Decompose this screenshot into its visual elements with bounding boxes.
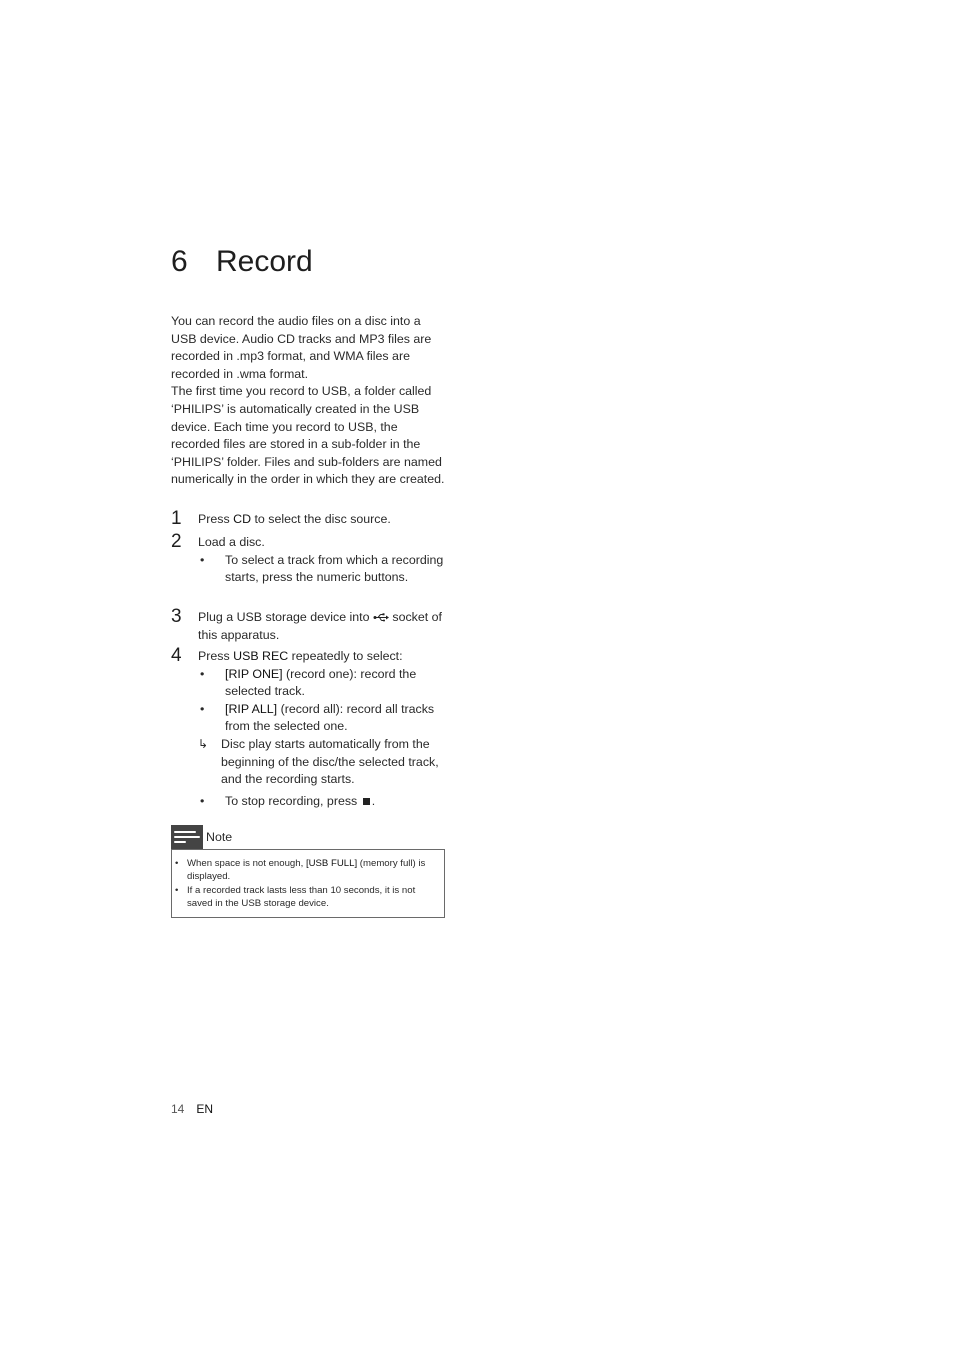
step-3 [171,606,447,644]
usb-icon [373,613,389,622]
note-label: Note [206,830,233,844]
list-item [198,666,447,701]
chapter-title: Record [216,245,313,278]
step-4 [171,645,447,810]
list-item [198,701,447,736]
stop-icon [363,798,370,805]
step-number: 4 [171,645,182,666]
intro-text [171,313,447,489]
note-box [171,849,445,918]
page-footer [171,1101,213,1117]
bullet: • [200,552,205,567]
step-number: 1 [171,508,182,529]
note-item [172,884,444,911]
bullet-text: To select a track from which a recording starts, press the numeric buttons. [225,552,444,585]
bullet: • [200,666,205,681]
list-item [198,793,447,811]
result-arrow-icon: ↳ [198,736,209,751]
step-text: to select the disc source. [251,512,391,526]
option-rip-one: [RIP ONE] [225,666,283,681]
chapter-heading [171,240,313,284]
note-item [172,857,444,884]
step-text: Press [198,649,234,663]
step-2 [171,531,447,587]
option-desc: (record all): record all tracks from the selected one. [225,701,435,734]
bullet: • [175,858,179,869]
step-text: Load a disc. [198,535,265,549]
step-text: repeatedly to select: [288,649,403,663]
chapter-number: 6 [171,245,188,278]
bullet: • [175,884,179,896]
key-usb-full: [USB FULL] [305,858,358,869]
note-text: When space is not enough, [187,858,306,869]
option-rip-all: [RIP ALL] [225,701,278,716]
language-code: EN [196,1102,214,1116]
bullet: • [200,701,205,716]
page-number: 14 [171,1102,185,1116]
stop-text: To stop recording, press [225,793,358,808]
bullet: • [200,793,205,808]
list-item [198,552,447,587]
step-1 [171,508,447,529]
result-item [198,736,447,789]
note-icon [171,825,203,849]
intro-paragraph-2: The first time you record to USB, a folder called ‘PHILIPS’ is automatically created in the USB device. Each time you record to USB, the recorded files are stored in a sub-folder in the ‘PHILIPS’ folder. Files and sub-folders are named numerically in the order in which they are created. [171,384,445,487]
key-cd: CD [233,512,252,526]
step-number: 2 [171,531,182,552]
step-text: Press [198,512,234,526]
note-header [171,825,232,849]
step-number: 3 [171,606,182,627]
note-text: (memory full) is displayed. [187,858,426,883]
result-text: Disc play starts automatically from the beginning of the disc/the selected track, and the recording starts. [221,736,439,787]
step-text: Plug a USB storage device into [198,610,373,624]
key-usb-rec: USB REC [233,649,289,663]
stop-end: . [371,793,376,808]
note-text: If a recorded track lasts less than 10 seconds, it is not saved in the USB storage device. [187,884,416,910]
option-desc: (record one): record the selected track. [225,666,417,699]
step-text: socket of this apparatus. [198,610,442,642]
intro-paragraph-1: You can record the audio files on a disc into a USB device. Audio CD tracks and MP3 files are recorded in .mp3 format, and WMA files are recorded in .wma format. [171,314,432,381]
